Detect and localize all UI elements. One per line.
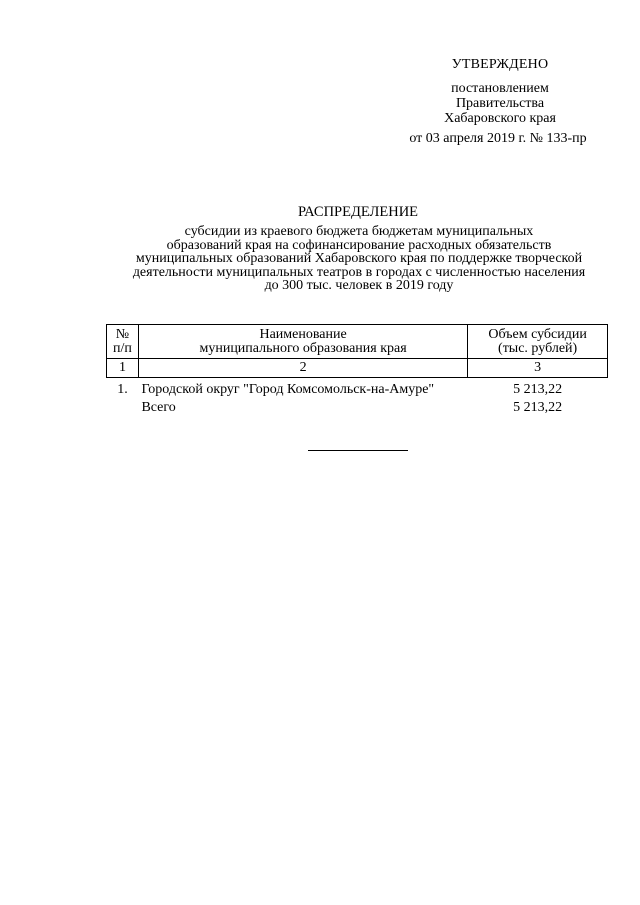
header-amount — [468, 325, 608, 359]
row-name: Городской округ "Город Комсомольск-на-Амуре" — [141, 382, 435, 397]
distribution-table — [106, 324, 608, 417]
header-amount-line-1: Объем субсидии — [488, 327, 587, 342]
total-index — [107, 399, 139, 417]
row-amount: 5 213,22 — [513, 382, 563, 397]
header-name-line-2: муниципального образования края — [199, 340, 407, 356]
total-amount: 5 213,22 — [513, 400, 563, 415]
table-row — [107, 378, 608, 400]
column-number-3: 3 — [468, 359, 608, 378]
subtitle-line-3: муниципальных образований Хабаровского края по поддержке творческой — [135, 251, 583, 266]
approval-heading: УТВЕРЖДЕНО — [451, 57, 549, 72]
subtitle-line-5: до 300 тыс. человек в 2019 году — [264, 278, 454, 293]
approval-date-line: от 03 апреля 2019 г. № 133-пр — [409, 131, 587, 146]
approval-line-3: Хабаровского края — [444, 111, 556, 126]
column-number-1: 1 — [107, 359, 139, 378]
approval-line-1: постановлением — [451, 81, 549, 96]
end-separator-line — [308, 450, 408, 451]
total-row — [107, 399, 608, 417]
approval-stamp — [400, 57, 600, 146]
header-number — [107, 325, 139, 359]
header-name — [138, 325, 467, 359]
document-title: РАСПРЕДЕЛЕНИЕ — [297, 204, 419, 220]
column-number-row — [107, 359, 608, 378]
header-number-line-1: № — [115, 327, 130, 342]
subtitle-line-1: субсидии из краевого бюджета бюджетам муниципальных — [184, 224, 534, 239]
subtitle-line-4: деятельности муниципальных театров в городах с численностью населения — [132, 264, 586, 280]
table-header-row — [107, 325, 608, 359]
subtitle-line-2: образований края на софинансирование расходных обязательств — [166, 237, 552, 253]
header-number-line-2: п/п — [113, 340, 132, 356]
header-name-line-1: Наименование — [259, 327, 347, 342]
column-number-2: 2 — [138, 359, 467, 378]
document-subtitle — [102, 225, 616, 293]
approval-line-2: Правительства — [455, 96, 545, 111]
total-label: Всего — [141, 400, 176, 415]
row-index: 1. — [117, 382, 128, 397]
header-amount-line-2: (тыс. рублей) — [498, 340, 578, 356]
